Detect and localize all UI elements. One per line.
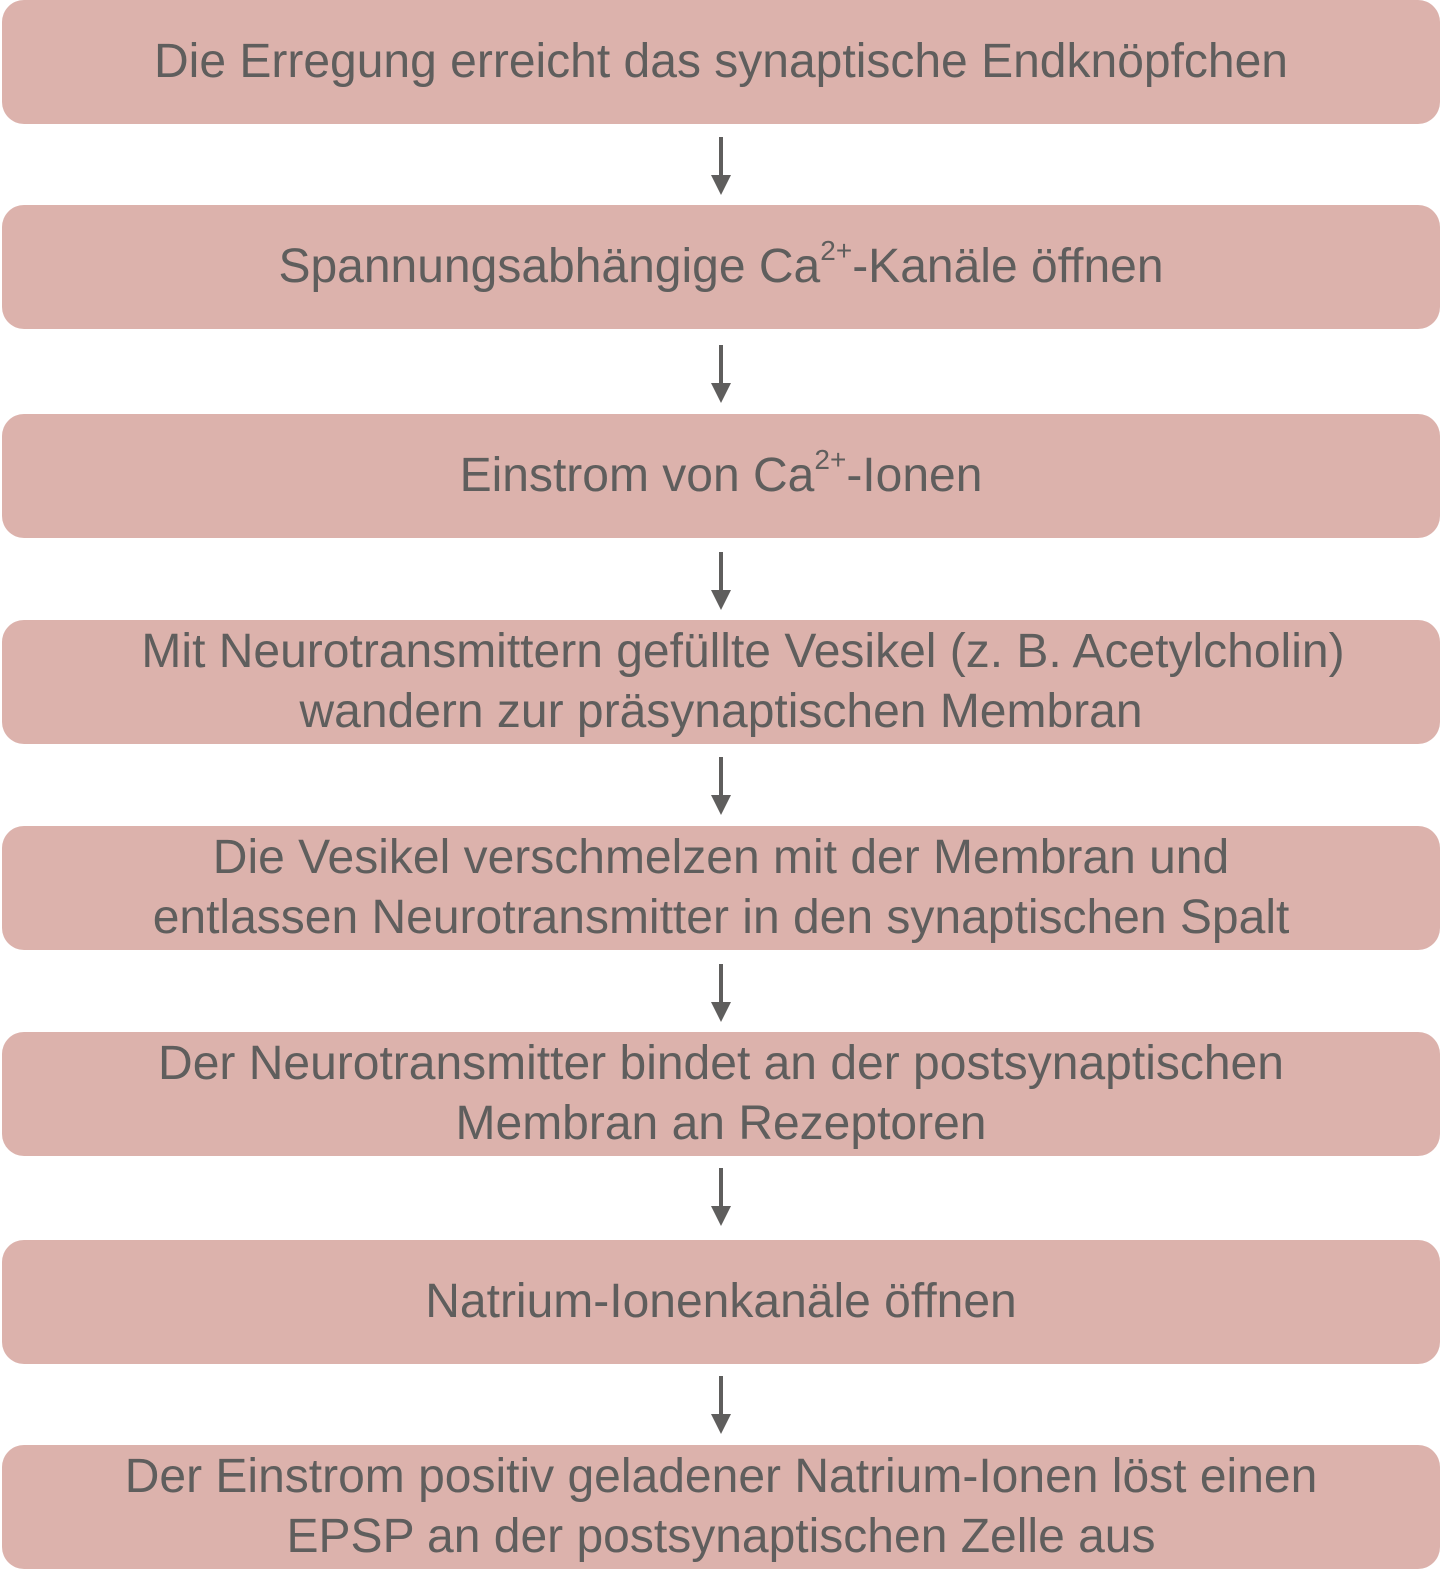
step-4-text-line-1: Mit Neurotransmittern gefüllte Vesikel (z. B. Acetylcholin) <box>141 625 1345 678</box>
step-3-text-post: -Ionen <box>846 449 983 502</box>
arrow-down-icon <box>711 1168 731 1226</box>
step-6-text-line-2: Membran an Rezeptoren <box>455 1097 987 1150</box>
step-3-superscript: 2+ <box>814 444 847 475</box>
step-1-text: Die Erregung erreicht das synaptische Endknöpfchen <box>154 35 1288 88</box>
step-3-box <box>2 414 1440 538</box>
step-3-text <box>460 446 983 506</box>
step-1-box <box>2 0 1440 124</box>
arrow-down-icon <box>711 552 731 610</box>
arrow-down-icon <box>711 1376 731 1434</box>
step-8-box <box>2 1445 1440 1569</box>
arrow-down-icon <box>711 757 731 815</box>
step-5-text-line-2: entlassen Neurotransmitter in den synaptischen Spalt <box>152 891 1290 944</box>
step-6-text-line-1: Der Neurotransmitter bindet an der postsynaptischen <box>158 1037 1284 1090</box>
step-2-superscript: 2+ <box>820 235 853 266</box>
step-5-text-line-1: Die Vesikel verschmelzen mit der Membran und <box>212 831 1230 884</box>
arrow-down-icon <box>711 964 731 1022</box>
step-4-box <box>2 620 1440 744</box>
step-7-text: Natrium-Ionenkanäle öffnen <box>425 1275 1017 1328</box>
step-2-text-post: -Kanäle öffnen <box>852 240 1164 293</box>
step-8-text-line-2: EPSP an der postsynaptischen Zelle aus <box>286 1510 1156 1563</box>
step-2-box <box>2 205 1440 329</box>
step-4-text-line-2: wandern zur präsynaptischen Membran <box>299 685 1143 738</box>
step-3-text-pre: Einstrom von Ca <box>459 449 815 502</box>
arrow-down-icon <box>711 345 731 403</box>
step-2-text <box>278 237 1163 297</box>
step-6-box <box>2 1032 1440 1156</box>
step-5-box <box>2 826 1440 950</box>
step-2-text-pre: Spannungsabhängige Ca <box>278 240 821 293</box>
step-7-box <box>2 1240 1440 1364</box>
arrow-down-icon <box>711 137 731 195</box>
step-8-text-line-1: Der Einstrom positiv geladener Natrium-Ionen löst einen <box>124 1450 1318 1503</box>
